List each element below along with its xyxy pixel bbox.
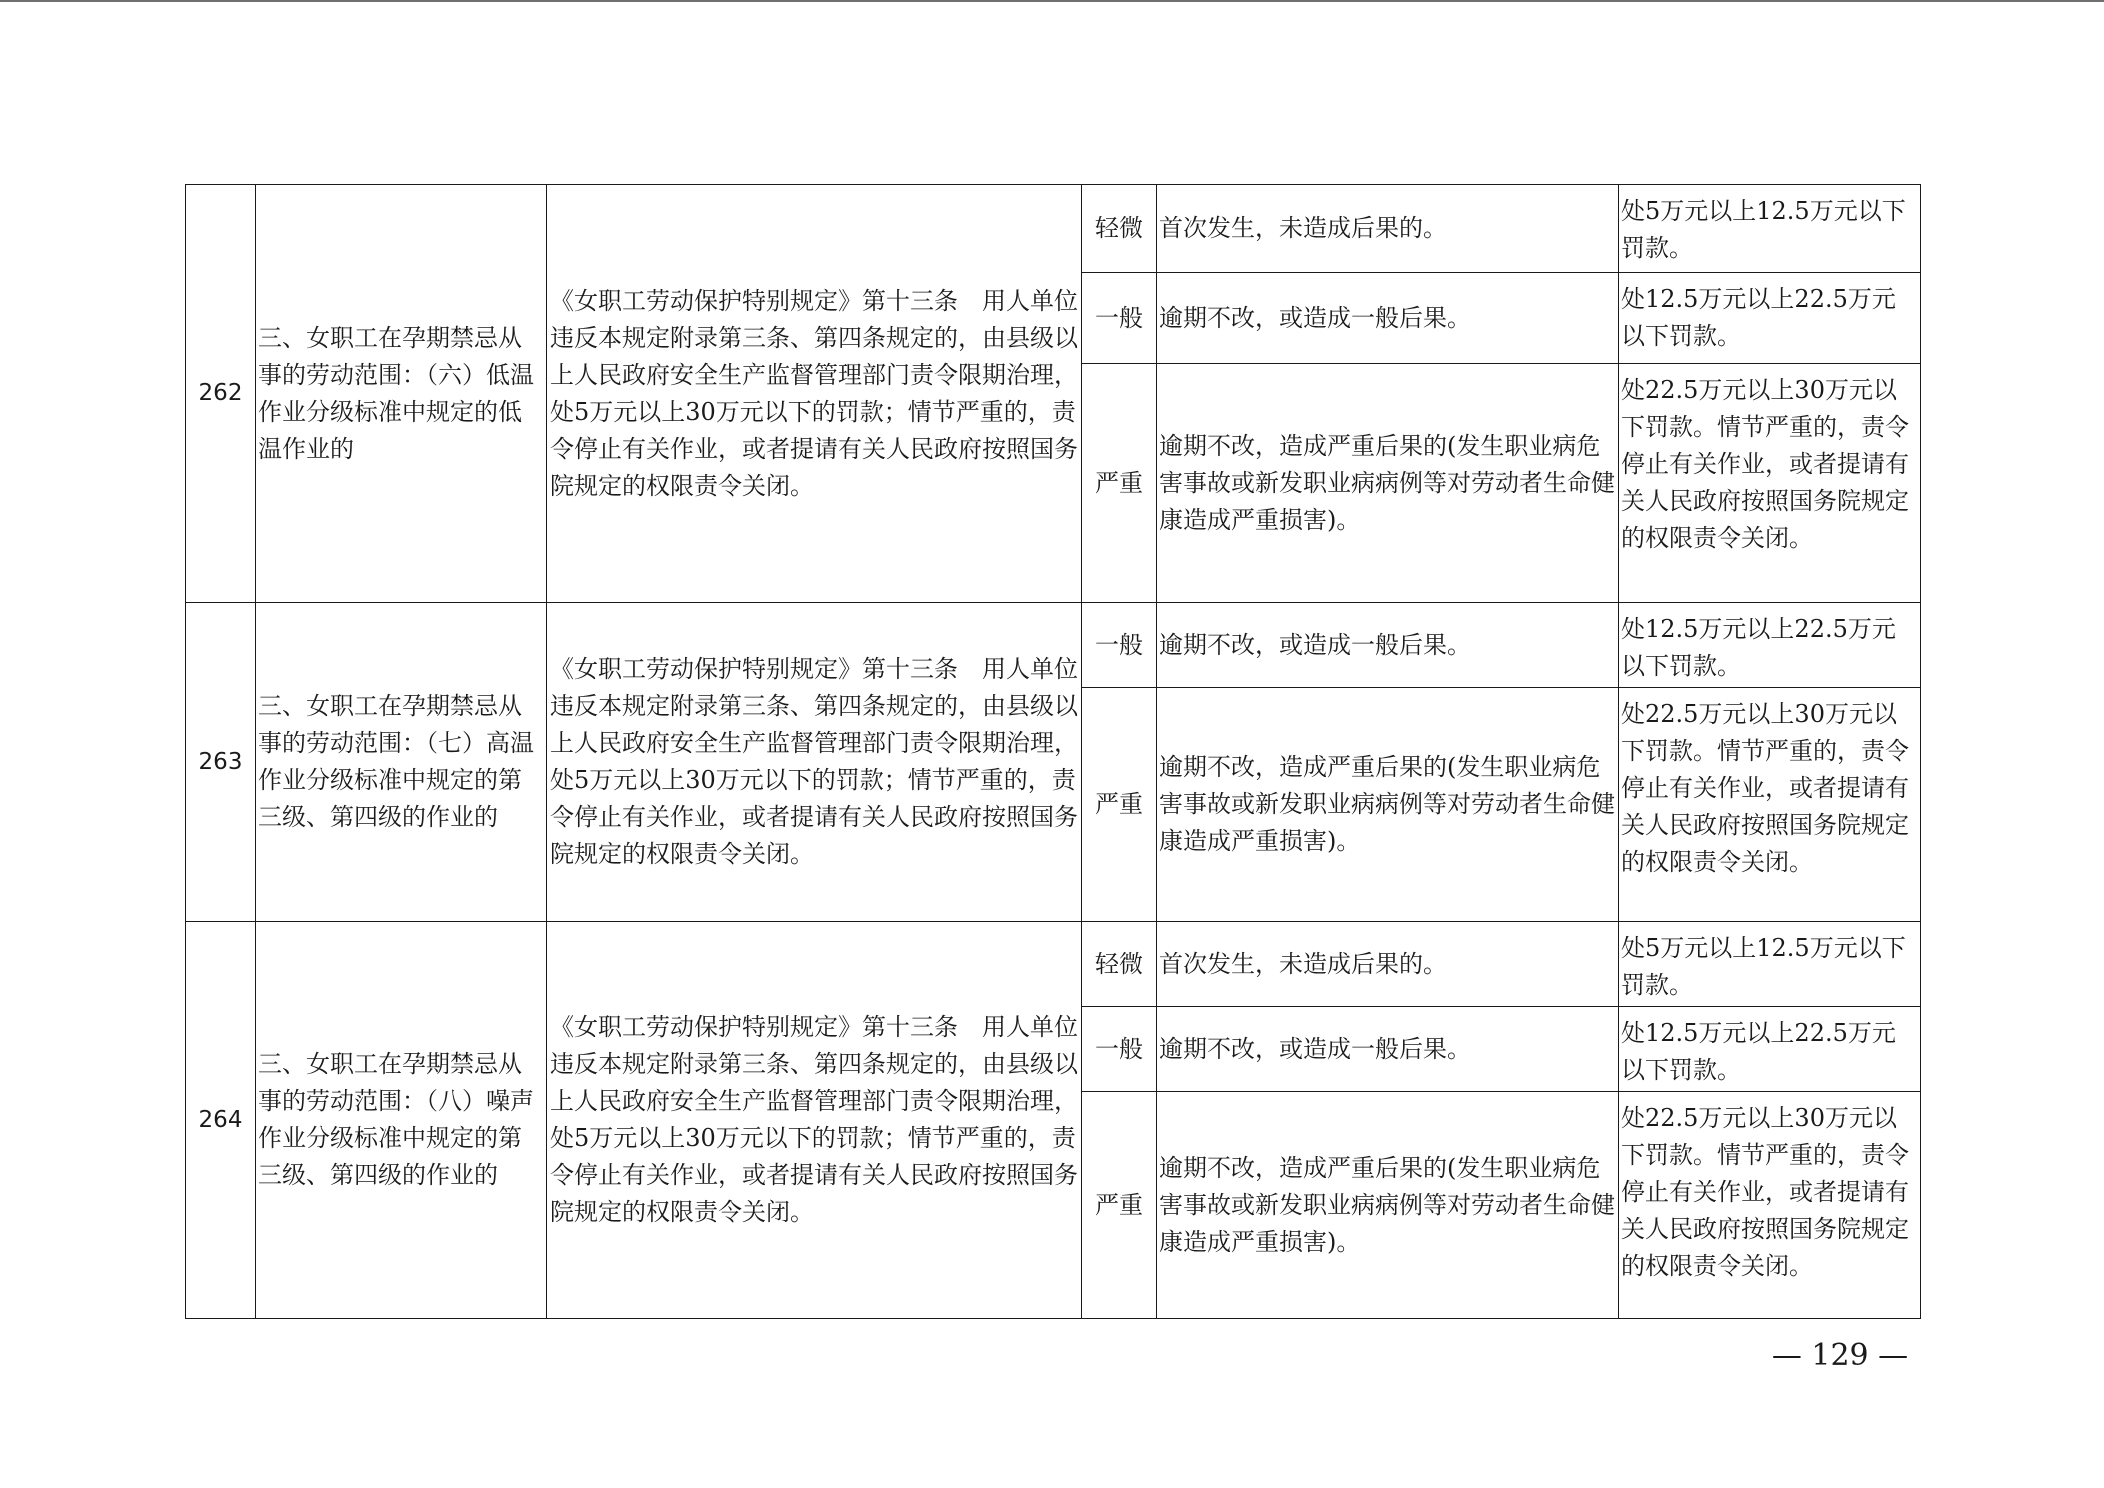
penalty-standard: 处12.5万元以上22.5万元以下罚款。 [1619,1007,1921,1092]
circumstance: 逾期不改，或造成一般后果。 [1157,603,1619,688]
legal-basis: 《女职工劳动保护特别规定》第十三条 用人单位违反本规定附录第三条、第四条规定的，由县级以上人民政府安全生产监督管理部门责令限期治理，处5万元以上30万元以下的罚款；情节严重的，责令停止有关作业，或者提请有关人民政府按照国务院规定的权限责令关闭。 [547,603,1082,922]
severity-level: 严重 [1082,688,1157,922]
circumstance: 逾期不改，造成严重后果的(发生职业病危害事故或新发职业病病例等对劳动者生命健康造成严重损害)。 [1157,1092,1619,1319]
circumstance: 首次发生，未造成后果的。 [1157,185,1619,273]
circumstance: 逾期不改，或造成一般后果。 [1157,1007,1619,1092]
severity-level: 严重 [1082,364,1157,603]
circumstance: 逾期不改，或造成一般后果。 [1157,273,1619,364]
severity-level: 一般 [1082,603,1157,688]
severity-level: 严重 [1082,1092,1157,1319]
table-row [186,185,1921,273]
violation-item: 三、女职工在孕期禁忌从事的劳动范围：（六）低温作业分级标准中规定的低温作业的 [256,185,547,603]
top-border-rule [0,0,2104,2]
page-number: — 129 — [1771,1338,1909,1373]
row-number: 263 [186,603,256,922]
severity-level: 一般 [1082,1007,1157,1092]
row-number: 264 [186,922,256,1319]
penalty-standard: 处5万元以上12.5万元以下罚款。 [1619,922,1921,1007]
penalty-standard: 处5万元以上12.5万元以下罚款。 [1619,185,1921,273]
violation-item: 三、女职工在孕期禁忌从事的劳动范围：（七）高温作业分级标准中规定的第三级、第四级的作业的 [256,603,547,922]
circumstance: 逾期不改，造成严重后果的(发生职业病危害事故或新发职业病病例等对劳动者生命健康造成严重损害)。 [1157,688,1619,922]
circumstance: 逾期不改，造成严重后果的(发生职业病危害事故或新发职业病病例等对劳动者生命健康造成严重损害)。 [1157,364,1619,603]
row-number: 262 [186,185,256,603]
circumstance: 首次发生，未造成后果的。 [1157,922,1619,1007]
penalty-standard: 处12.5万元以上22.5万元以下罚款。 [1619,273,1921,364]
penalty-standard: 处22.5万元以上30万元以下罚款。情节严重的，责令停止有关作业，或者提请有关人民政府按照国务院规定的权限责令关闭。 [1619,688,1921,922]
penalty-standard: 处12.5万元以上22.5万元以下罚款。 [1619,603,1921,688]
violation-item: 三、女职工在孕期禁忌从事的劳动范围：（八）噪声作业分级标准中规定的第三级、第四级的作业的 [256,922,547,1319]
table-row [186,922,1921,1007]
penalty-standard: 处22.5万元以上30万元以下罚款。情节严重的，责令停止有关作业，或者提请有关人民政府按照国务院规定的权限责令关闭。 [1619,1092,1921,1319]
table-row [186,603,1921,688]
legal-basis: 《女职工劳动保护特别规定》第十三条 用人单位违反本规定附录第三条、第四条规定的，由县级以上人民政府安全生产监督管理部门责令限期治理，处5万元以上30万元以下的罚款；情节严重的，责令停止有关作业，或者提请有关人民政府按照国务院规定的权限责令关闭。 [547,185,1082,603]
severity-level: 轻微 [1082,185,1157,273]
penalty-discretion-table [185,184,1921,1319]
penalty-standard: 处22.5万元以上30万元以下罚款。情节严重的，责令停止有关作业，或者提请有关人民政府按照国务院规定的权限责令关闭。 [1619,364,1921,603]
severity-level: 一般 [1082,273,1157,364]
legal-basis: 《女职工劳动保护特别规定》第十三条 用人单位违反本规定附录第三条、第四条规定的，由县级以上人民政府安全生产监督管理部门责令限期治理，处5万元以上30万元以下的罚款；情节严重的，责令停止有关作业，或者提请有关人民政府按照国务院规定的权限责令关闭。 [547,922,1082,1319]
severity-level: 轻微 [1082,922,1157,1007]
